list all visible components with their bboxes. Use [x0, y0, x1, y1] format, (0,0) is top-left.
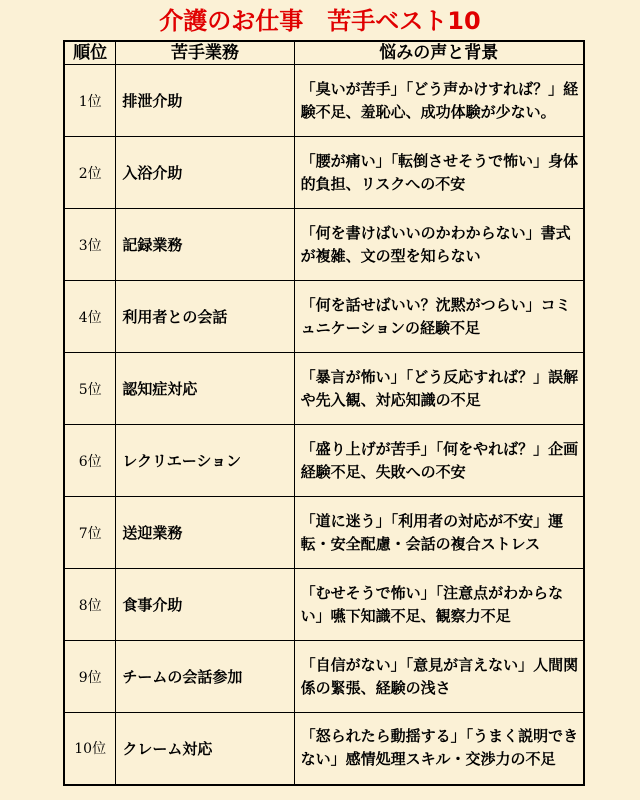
table-row — [64, 569, 584, 641]
reason-text: 「道に迷う」「利用者の対応が不安」運転・安全配慮・会話の複合ストレス — [300, 511, 564, 553]
reason-text: 「怒られたら動揺する」「うまく説明できない」感情処理スキル・交渉力の不足 — [300, 727, 579, 769]
reason-text: 「何を話せばいい？沈黙がつらい」コミュニケーションの経験不足 — [300, 295, 571, 337]
reason-cell — [294, 137, 584, 209]
reason-cell — [294, 641, 584, 713]
reason-cell — [294, 713, 584, 785]
task-cell: レクリエーション — [116, 425, 294, 497]
rank-cell: 7位 — [64, 497, 116, 569]
rank-cell: 5位 — [64, 353, 116, 425]
reason-text: 「盛り上げが苦手」「何をやれば？」企画経験不足、失敗への不安 — [300, 439, 579, 481]
task-cell: 記録業務 — [116, 209, 294, 281]
rank-cell: 2位 — [64, 137, 116, 209]
rank-cell: 8位 — [64, 569, 116, 641]
reason-cell — [294, 209, 584, 281]
reason-cell — [294, 65, 584, 137]
table-row — [64, 281, 584, 353]
reason-cell — [294, 569, 584, 641]
reason-cell — [294, 353, 584, 425]
table-row — [64, 713, 584, 785]
table-row — [64, 497, 584, 569]
page-title: 介護のお仕事 苦手ベスト10 — [159, 7, 481, 35]
table-row — [64, 641, 584, 713]
header-rank: 順位 — [64, 41, 116, 65]
rank-cell: 1位 — [64, 65, 116, 137]
task-cell: クレーム対応 — [116, 713, 294, 785]
rank-cell: 3位 — [64, 209, 116, 281]
task-cell: チームの会話参加 — [116, 641, 294, 713]
header-reason: 悩みの声と背景 — [294, 41, 584, 65]
reason-cell — [294, 281, 584, 353]
table-row — [64, 65, 584, 137]
table-row — [64, 425, 584, 497]
reason-text: 「自信がない」「意見が言えない」人間関係の緊張、経験の浅さ — [300, 655, 579, 697]
task-cell: 利用者との会話 — [116, 281, 294, 353]
reason-text: 「むせそうで怖い」「注意点がわからない」嚥下知識不足、観察力不足 — [300, 583, 564, 625]
task-cell: 送迎業務 — [116, 497, 294, 569]
rank-cell: 6位 — [64, 425, 116, 497]
task-cell: 食事介助 — [116, 569, 294, 641]
rank-cell: 10位 — [64, 713, 116, 785]
task-cell: 排泄介助 — [116, 65, 294, 137]
table-row — [64, 353, 584, 425]
header-task: 苦手業務 — [116, 41, 294, 65]
ranking-table — [63, 40, 585, 786]
reason-cell — [294, 425, 584, 497]
reason-text: 「臭いが苦手」「どう声かけすれば？」経験不足、羞恥心、成功体験が少ない。 — [300, 79, 579, 121]
rank-cell: 9位 — [64, 641, 116, 713]
reason-text: 「何を書けばいいのかわからない」書式が複雑、文の型を知らない — [300, 223, 571, 265]
table-row — [64, 209, 584, 281]
reason-text: 「暴言が怖い」「どう反応すれば？」誤解や先入観、対応知識の不足 — [300, 367, 579, 409]
table-row — [64, 137, 584, 209]
task-cell: 認知症対応 — [116, 353, 294, 425]
table-header-row — [64, 41, 584, 65]
rank-cell: 4位 — [64, 281, 116, 353]
reason-cell — [294, 497, 584, 569]
reason-text: 「腰が痛い」「転倒させそうで怖い」身体的負担、リスクへの不安 — [300, 151, 579, 193]
task-cell: 入浴介助 — [116, 137, 294, 209]
